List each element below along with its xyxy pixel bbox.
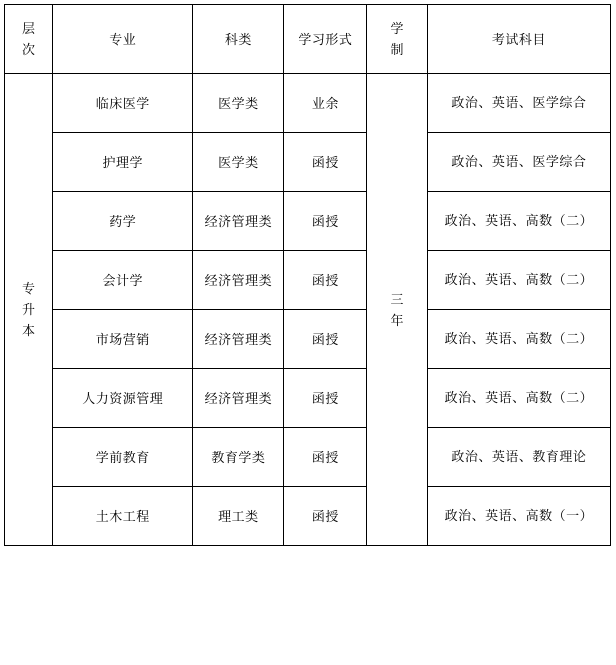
kind-label: 经济管理类 [204, 213, 273, 229]
form-label: 函授 [311, 154, 339, 170]
cell-kind [193, 251, 284, 310]
major-label: 人力资源管理 [82, 390, 164, 406]
subject-label: 政治、英语、医学综合 [451, 154, 587, 169]
subject-label: 政治、英语、高数（一） [444, 508, 594, 523]
cell-form [284, 251, 367, 310]
cell-form [284, 428, 367, 487]
major-label: 学前教育 [95, 449, 150, 465]
subject-label: 政治、英语、高数（二） [444, 272, 594, 287]
cell-major [53, 251, 193, 310]
header-major-label: 专业 [109, 31, 137, 47]
kind-label: 教育学类 [211, 449, 266, 465]
subject-label: 政治、英语、高数（二） [444, 213, 594, 228]
kind-label: 医学类 [218, 95, 259, 111]
cell-major [53, 133, 193, 192]
cell-subject [427, 192, 610, 251]
subject-label: 政治、英语、教育理论 [451, 449, 587, 464]
cell-subject [427, 310, 610, 369]
header-kind-label: 科类 [224, 31, 252, 47]
cell-subject [427, 369, 610, 428]
cell-subject [427, 133, 610, 192]
major-label: 土木工程 [95, 508, 150, 524]
subject-label: 政治、英语、高数（二） [444, 390, 594, 405]
table-row [5, 133, 611, 192]
table-body [5, 5, 611, 546]
cell-subject [427, 251, 610, 310]
cell-major [53, 369, 193, 428]
kind-label: 经济管理类 [204, 272, 273, 288]
cell-kind [193, 487, 284, 546]
kind-label: 理工类 [218, 508, 259, 524]
table-row [5, 428, 611, 487]
form-label: 函授 [311, 213, 339, 229]
cell-major [53, 310, 193, 369]
cell-kind [193, 192, 284, 251]
table-row [5, 192, 611, 251]
major-label: 护理学 [102, 154, 143, 170]
header-length-label: 学制 [390, 21, 405, 57]
length-label: 三年 [390, 291, 405, 328]
header-major [53, 5, 193, 74]
table-header-row [5, 5, 611, 74]
admissions-majors-table [4, 4, 611, 546]
subject-label: 政治、英语、高数（二） [444, 331, 594, 346]
cell-subject [427, 428, 610, 487]
cell-form [284, 133, 367, 192]
cell-kind [193, 310, 284, 369]
cell-form [284, 192, 367, 251]
header-form [284, 5, 367, 74]
cell-major [53, 74, 193, 133]
header-form-label: 学习形式 [298, 31, 353, 47]
major-label: 市场营销 [95, 331, 150, 347]
table-row [5, 251, 611, 310]
cell-form [284, 487, 367, 546]
cell-major [53, 428, 193, 487]
cell-form [284, 74, 367, 133]
header-subject [427, 5, 610, 74]
table-row [5, 74, 611, 133]
cell-kind [193, 428, 284, 487]
major-label: 临床医学 [95, 95, 150, 111]
cell-length [367, 74, 427, 546]
header-level [5, 5, 53, 74]
header-subject-label: 考试科目 [491, 31, 546, 47]
kind-label: 经济管理类 [204, 331, 273, 347]
form-label: 业余 [311, 95, 339, 111]
form-label: 函授 [311, 390, 339, 406]
header-kind [193, 5, 284, 74]
form-label: 函授 [311, 331, 339, 347]
cell-kind [193, 74, 284, 133]
table-row [5, 369, 611, 428]
table-row [5, 487, 611, 546]
level-label: 专升本 [22, 281, 36, 338]
subject-label: 政治、英语、医学综合 [451, 95, 587, 110]
cell-kind [193, 369, 284, 428]
table-row [5, 310, 611, 369]
cell-level [5, 74, 53, 546]
cell-major [53, 487, 193, 546]
cell-major [53, 192, 193, 251]
cell-subject [427, 74, 610, 133]
kind-label: 经济管理类 [204, 390, 273, 406]
header-length [367, 5, 427, 74]
major-label: 药学 [109, 213, 137, 229]
form-label: 函授 [311, 449, 339, 465]
major-label: 会计学 [102, 272, 143, 288]
kind-label: 医学类 [218, 154, 259, 170]
form-label: 函授 [311, 272, 339, 288]
form-label: 函授 [311, 508, 339, 524]
cell-form [284, 369, 367, 428]
cell-kind [193, 133, 284, 192]
cell-subject [427, 487, 610, 546]
header-level-label: 层次 [22, 21, 36, 57]
cell-form [284, 310, 367, 369]
